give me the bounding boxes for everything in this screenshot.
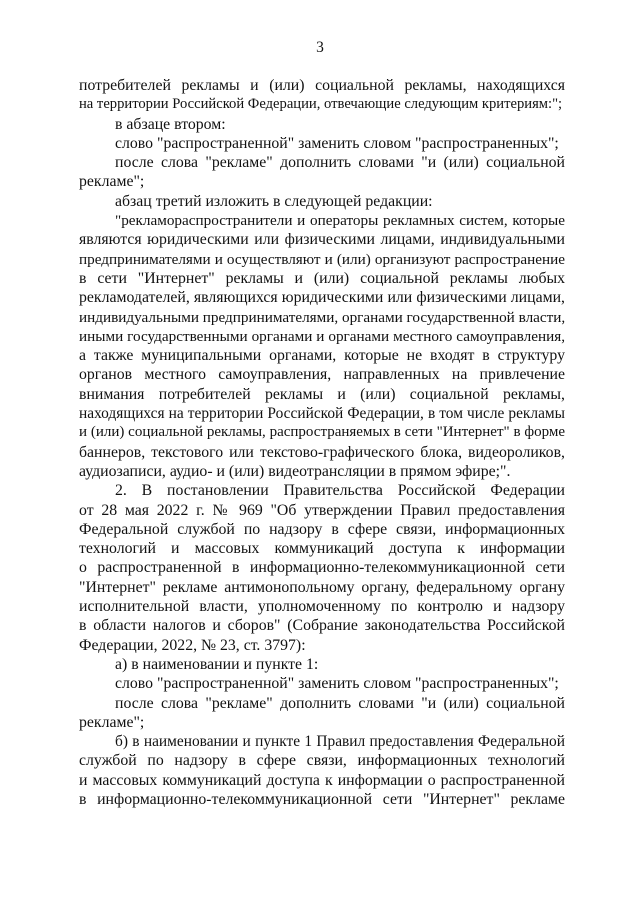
text-line: рекламе"; bbox=[79, 713, 145, 731]
text-line: в информационно-телекоммуникационной сети "Интернет" рекламе bbox=[79, 790, 565, 808]
text-line: потребителей рекламы и (или) социальной рекламы, находящихся bbox=[79, 77, 565, 94]
text-line: рекламе"; bbox=[79, 173, 145, 191]
text-line: б) в наименовании и пункте 1 Правил предоставления Федеральной bbox=[115, 733, 565, 751]
text-line: и (или) социальной рекламы, распространяемых в сети "Интернет" в форме bbox=[79, 424, 565, 441]
text-line: внимания потребителей рекламы и (или) социальной рекламы, bbox=[79, 385, 565, 403]
page-number: 3 bbox=[316, 39, 324, 56]
text-line: слово "распространенной" заменить словом "распространенных"; bbox=[115, 134, 559, 152]
text-line: индивидуальными предпринимателями, органами государственной власти, bbox=[79, 308, 565, 326]
text-line: Федерации, 2022, № 23, ст. 3797): bbox=[79, 636, 306, 654]
text-line: в области налогов и сборов" (Собрание законодательства Российской bbox=[79, 617, 565, 635]
text-line: "Интернет" рекламе антимонопольному органу, федеральному органу bbox=[79, 578, 565, 596]
text-line: рекламодателей, являющихся юридическими или физическими лицами, bbox=[79, 289, 565, 307]
text-line: в абзаце втором: bbox=[115, 115, 226, 133]
text-line: и массовых коммуникаций доступа к информации о распространенной bbox=[79, 771, 565, 789]
text-line: от 28 мая 2022 г. № 969 "Об утверждении Правил предоставления bbox=[79, 501, 565, 519]
text-line: абзац третий изложить в следующей редакции: bbox=[115, 192, 433, 210]
text-line: находящихся на территории Российской Федерации, в том числе рекламы bbox=[79, 405, 565, 423]
text-line: 2. В постановлении Правительства Российской Федерации bbox=[115, 482, 565, 500]
text-line: иными государственными органами и органами местного самоуправления, bbox=[79, 327, 565, 345]
text-line: предпринимателями и осуществляют и (или) организуют распространение bbox=[79, 250, 565, 268]
text-line: "рекламораспространители и операторы рекламных систем, которые bbox=[115, 212, 565, 230]
document-body bbox=[79, 76, 565, 809]
text-line: после слова "рекламе" дополнить словами "и (или) социальной bbox=[115, 694, 565, 712]
text-line: баннеров, текстового или текстово-графического блока, видеороликов, bbox=[79, 443, 565, 461]
text-line: на территории Российской Федерации, отвечающие следующим критериям:"; bbox=[79, 96, 563, 113]
text-line: в сети "Интернет" рекламы и (или) социальной рекламы любых bbox=[79, 269, 565, 287]
text-line: Федеральной службой по надзору в сфере связи, информационных bbox=[79, 520, 565, 538]
text-line: а также муниципальными органами, которые не входят в структуру bbox=[79, 347, 565, 365]
text-line: службой по надзору в сфере связи, информационных технологий bbox=[79, 752, 565, 770]
text-line: о распространенной в информационно-телекоммуникационной сети bbox=[79, 559, 565, 577]
text-line: являются юридическими или физическими лицами, индивидуальными bbox=[79, 231, 565, 249]
text-line: исполнительной власти, уполномоченному по контролю и надзору bbox=[79, 598, 565, 616]
text-line: аудиозаписи, аудио- и (или) видеотрансляции в прямом эфире;". bbox=[79, 462, 511, 480]
text-line: слово "распространенной" заменить словом "распространенных"; bbox=[115, 675, 559, 693]
text-line: технологий и массовых коммуникаций доступа к информации bbox=[79, 540, 565, 558]
text-line: а) в наименовании и пункте 1: bbox=[115, 655, 319, 673]
text-line: органов местного самоуправления, направленных на привлечение bbox=[79, 366, 565, 384]
text-line: после слова "рекламе" дополнить словами "и (или) социальной bbox=[115, 154, 565, 172]
